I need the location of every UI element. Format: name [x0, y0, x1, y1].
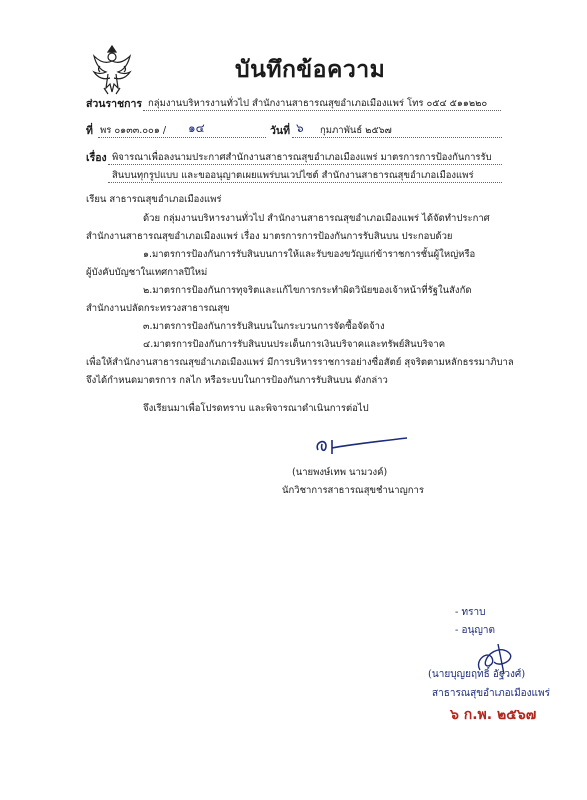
received-date-stamp: ๖ ก.พ. ๒๕๖๗: [450, 707, 537, 723]
subject-line-2: สินบนทุกรูปแบบ และขออนุญาตเผยแพร่บนเวปไซต์ สำนักงานสาธารณสุขอำเภอเมืองแพร่: [112, 170, 474, 181]
date-handwritten-day: ๖: [296, 121, 304, 135]
approver-name: (นายบุญยฤทธิ์ อัฐวงศ์): [428, 669, 526, 680]
ref-label: ที่: [86, 125, 93, 137]
date-value: กุมภาพันธ์ ๒๕๖๗: [320, 125, 392, 136]
author-signature-icon: [312, 432, 412, 460]
body-closing: จึงเรียนมาเพื่อโปรดทราบ และพิจารณาดำเนินการต่อไป: [143, 403, 369, 414]
body-purpose-line-1: เพื่อให้สำนักงานสาธารณสุขอำเภอเมืองแพร่ มีการบริหารราชการอย่างซื่อสัตย์ สุจริตตามหลักธรรมาภิบาล: [86, 357, 514, 368]
body-item-1-line-2: ผู้บังคับบัญชาในเทศกาลปีใหม่: [86, 267, 208, 278]
author-position: นักวิชาการสาธารณสุขชำนาญการ: [282, 485, 424, 496]
body-item-2-line-1: ๒.มาตรการป้องกันการทุจริตและแก้ไขการกระทำผิดวินัยของเจ้าหน้าที่รัฐในสังกัด: [143, 285, 472, 296]
body-item-1-line-1: ๑.มาตรการป้องกันการรับสินบนการให้และรับของขวัญแก่ข้าราชการชั้นผู้ใหญ่หรือ: [143, 249, 476, 260]
subject-line-1: พิจารณาเพื่อลงนามประกาศสำนักงานสาธารณสุขอำเภอเมืองแพร่ มาตรการการป้องกันการรับ: [112, 152, 492, 163]
approval-note-1: - ทราบ: [455, 607, 486, 618]
memo-title: บันทึกข้อความ: [235, 57, 386, 83]
body-item-2-line-2: สำนักงานปลัดกระทรวงสาธารณสุข: [86, 303, 230, 314]
body-item-3: ๓.มาตรการป้องกันการรับสินบนในกระบวนการจัดซื้อจัดจ้าง: [143, 321, 385, 332]
ref-value: พร ๐๑๓๓.๐๐๑ /: [100, 125, 167, 136]
garuda-emblem-icon: [88, 44, 136, 96]
subject-dotted-line-2: [108, 182, 502, 183]
body-intro-line-1: ด้วย กลุ่มงานบริหารงานทั่วไป สำนักงานสาธารณสุขอำเภอเมืองแพร่ ได้จัดทำประกาศ: [143, 213, 490, 224]
author-name: (นายพงษ์เทพ นามวงค์): [292, 467, 388, 478]
date-label: วันที่: [270, 125, 290, 137]
body-purpose-line-2: จึงได้กำหนดมาตรการ กลไก หรือระบบในการป้องกันการรับสินบน ดังกล่าว: [86, 375, 388, 386]
to-line: เรียน สาธารณสุขอำเภอเมืองแพร่: [86, 194, 222, 205]
subject-label: เรื่อง: [86, 152, 107, 164]
subject-dotted-line-1: [108, 164, 502, 165]
date-dotted-line: [292, 137, 502, 138]
approver-office: สาธารณสุขอำเภอเมืองแพร่: [432, 688, 550, 699]
body-item-4: ๔.มาตรการป้องกันการรับสินบนประเด็นการเงินบริจาคและทรัพย์สินบริจาค: [143, 339, 446, 350]
agency-label: ส่วนราชการ: [86, 98, 143, 110]
ref-dotted-line: [98, 137, 266, 138]
ref-handwritten-number: ๑๔: [188, 121, 205, 135]
approval-note-2: - อนุญาต: [455, 625, 496, 636]
agency-dotted-line: [143, 110, 501, 111]
agency-value: กลุ่มงานบริหารงานทั่วไป สำนักงานสาธารณสุขอำเภอเมืองแพร่ โทร ๐๕๔ ๕๑๑๒๒๐: [148, 98, 488, 109]
body-intro-line-2: สำนักงานสาธารณสุขอำเภอเมืองแพร่ เรื่อง มาตรการการป้องกันการรับสินบน ประกอบด้วย: [86, 231, 453, 242]
